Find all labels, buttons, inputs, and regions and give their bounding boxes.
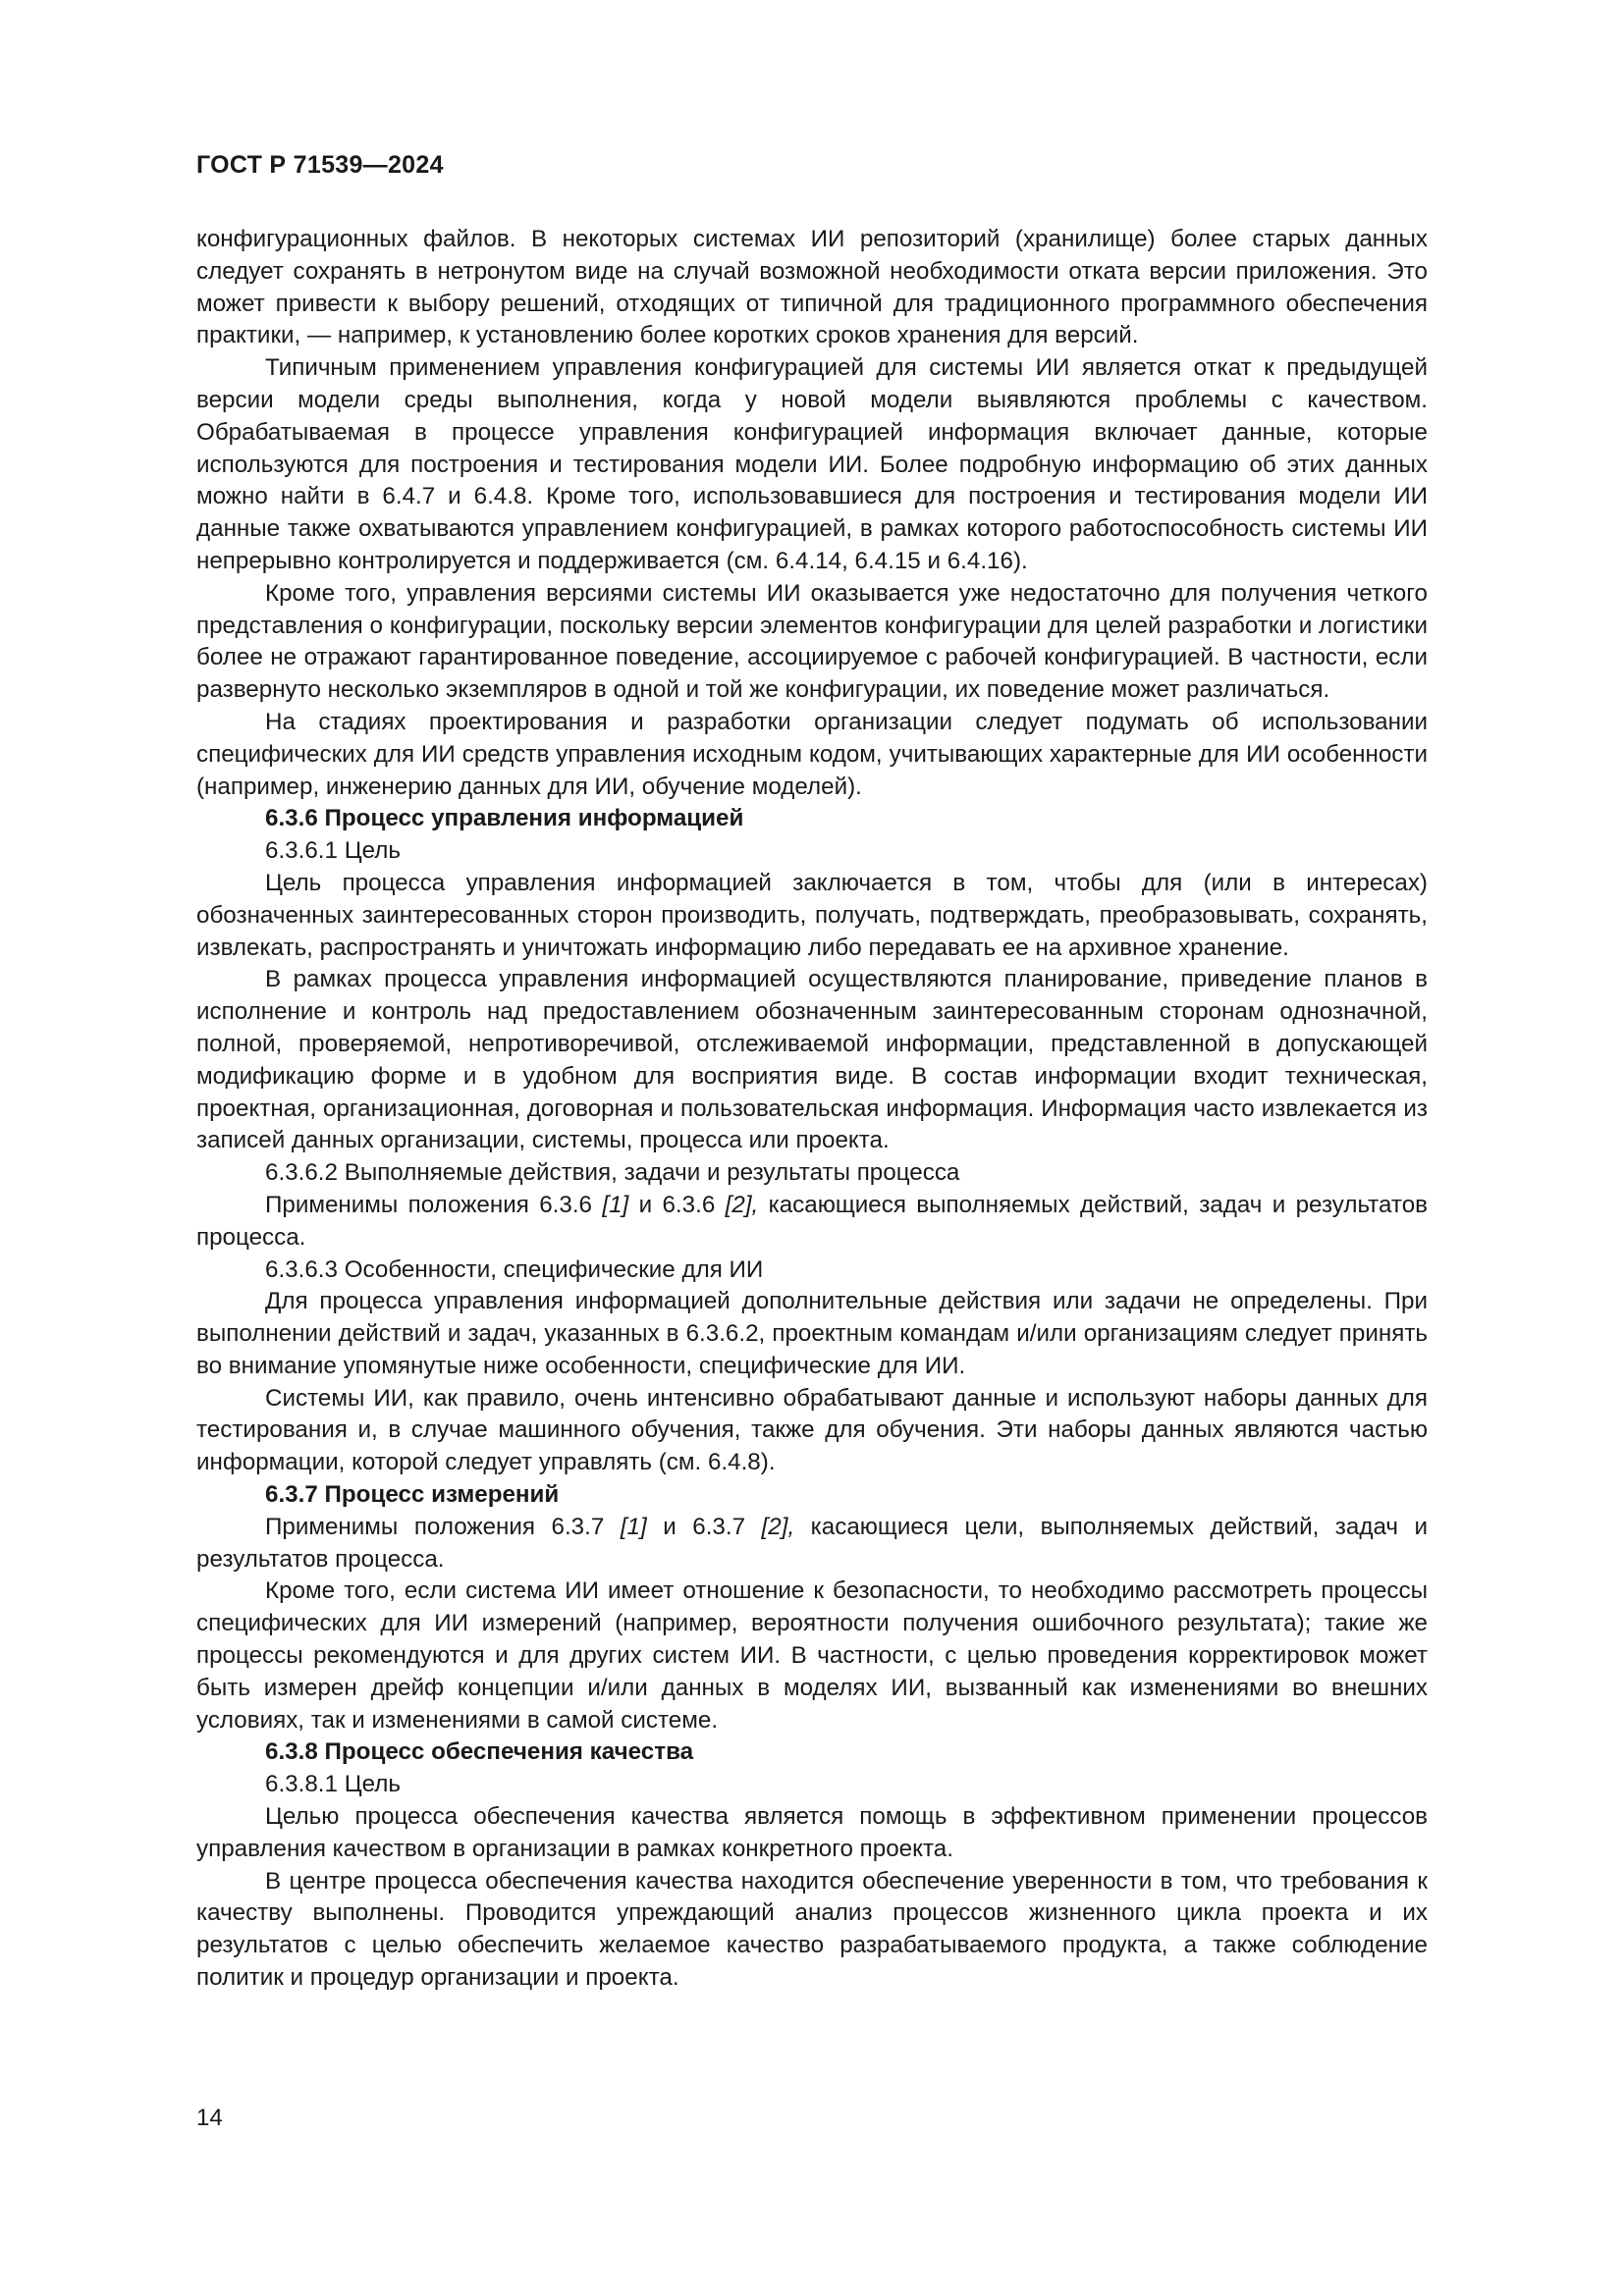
paragraph: Целью процесса обеспечения качества является помощь в эффективном применении процессов управления качеством в организации в рамках конкретного проекта. [196, 1803, 1428, 1862]
paragraph: Типичным применением управления конфигурацией для системы ИИ является откат к предыдущей версии модели среды выполнения, когда у новой модели выявляются проблемы с качеством. Обрабатываемая в процессе управления конфигурацией информация включает данные, которые используются для построения и тестирования модели ИИ. Более подробную информацию об этих данных можно найти в 6.4.7 и 6.4.8. Кроме того, использовавшиеся для построения и тестирования модели ИИ данные также охватываются управлением конфигурацией, в рамках которого работоспособность системы ИИ непрерывно контролируется и поддерживается (см. 6.4.14, 6.4.15 и 6.4.16). [196, 354, 1428, 574]
section-heading: 6.3.8.1 Цель [265, 1771, 401, 1798]
text-run: и 6.3.6 [628, 1191, 726, 1218]
paragraph: На стадиях проектирования и разработки организации следует подумать об использовании специфических для ИИ средств управления исходным кодом, учитывающих характерные для ИИ особенности (например, инженерию данных для ИИ, обучение моделей). [196, 708, 1428, 800]
paragraph: Цель процесса управления информацией заключается в том, чтобы для (или в интересах) обозначенных заинтересованных сторон производить, получать, подтверждать, преобразовывать, сохранять, извлекать, распространять и уничтожать информацию либо передавать ее на архивное хранение. [196, 869, 1428, 961]
paragraph: Системы ИИ, как правило, очень интенсивно обрабатывают данные и используют наборы данных для тестирования и, в случае машинного обучения, также для обучения. Эти наборы данных являются частью информации, которой следует управлять (см. 6.4.8). [196, 1384, 1428, 1476]
reference-citation: [1] [620, 1513, 647, 1540]
reference-citation: [2], [761, 1513, 795, 1540]
section-heading: 6.3.7 Процесс измерений [265, 1481, 560, 1509]
section-heading: 6.3.6.3 Особенности, специфические для ИИ [265, 1255, 764, 1283]
text-run: Применимы положения 6.3.6 [265, 1191, 603, 1218]
document-header: ГОСТ Р 71539—2024 [196, 151, 444, 179]
paragraph [196, 1512, 1428, 1576]
paragraph: В центре процесса обеспечения качества находится обеспечение уверенности в том, что требования к качеству выполнены. Проводится упреждающий анализ процессов жизненного цикла проекта и их результатов с целью обеспечить желаемое качество разрабатываемого продукта, а также соблюдение политик и процедур организации и проекта. [196, 1867, 1428, 1992]
document-body [196, 224, 1428, 1995]
section-heading: 6.3.6 Процесс управления информацией [265, 805, 744, 832]
text-run: Применимы положения 6.3.7 [265, 1513, 621, 1540]
paragraph: Кроме того, управления версиями системы ИИ оказывается уже недостаточно для получения четкого представления о конфигурации, поскольку версии элементов конфигурации для целей разработки и логистики более не отражают гарантированное поведение, ассоциируемое с рабочей конфигурацией. В частности, если развернуто несколько экземпляров в одной и той же конфигурации, их поведение может различаться. [196, 579, 1428, 704]
reference-citation: [1] [602, 1191, 629, 1218]
reference-citation: [2], [725, 1191, 759, 1218]
text-run: касающиеся цели, выполняемых действий, задач и результатов процесса. [196, 1513, 1428, 1573]
paragraph: Для процесса управления информацией дополнительные действия или задачи не определены. При выполнении действий и задач, указанных в 6.3.6.2, проектным командам и/или организациям следует принять во внимание упомянутые ниже особенности, специфические для ИИ. [196, 1288, 1428, 1379]
paragraph: Кроме того, если система ИИ имеет отношение к безопасности, то необходимо рассмотреть процессы специфических для ИИ измерений (например, вероятности получения ошибочного результата); такие же процессы рекомендуются и для других систем ИИ. В частности, с целью проведения корректировок может быть измерен дрейф концепции и/или данных в моделях ИИ, вызванный как изменениями во внешних условиях, так и изменениями в самой системе. [196, 1577, 1428, 1734]
page-number: 14 [196, 2105, 223, 2131]
paragraph: В рамках процесса управления информацией осуществляются планирование, приведение планов в исполнение и контроль над предоставлением обозначенным заинтересованным сторонам однозначной, полной, проверяемой, непротиворечивой, отслеживаемой информации, представленной в допускающей модификацию форме и в удобном для восприятия виде. В состав информации входит техническая, проектная, организационная, договорная и пользовательская информация. Информация часто извлекается из записей данных организации, системы, процесса или проекта. [196, 966, 1428, 1154]
text-run: касающиеся выполняемых действий, задач и результатов процесса. [196, 1191, 1429, 1251]
section-heading: 6.3.8 Процесс обеспечения качества [265, 1738, 694, 1766]
section-heading: 6.3.6.1 Цель [265, 837, 401, 865]
paragraph [196, 1190, 1428, 1255]
paragraph-continued: конфигурационных файлов. В некоторых системах ИИ репозиторий (хранилище) более старых данных следует сохранять в нетронутом виде на случай возможной необходимости отката версии приложения. Это может привести к выбору решений, отходящих от типичной для традиционного программного обеспечения практики, — например, к установлению более коротких сроков хранения для версий. [196, 226, 1428, 349]
section-heading: 6.3.6.2 Выполняемые действия, задачи и результаты процесса [265, 1159, 960, 1187]
text-run: и 6.3.7 [646, 1513, 762, 1540]
